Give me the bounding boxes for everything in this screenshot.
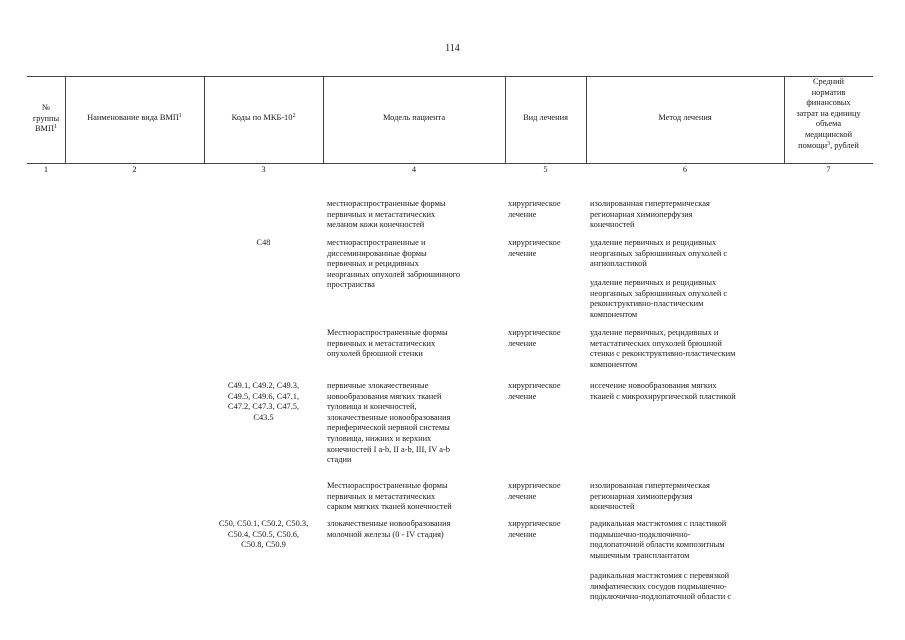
text-line: подлопаточной области композитным <box>590 540 725 550</box>
text-line: лечение <box>508 529 537 539</box>
text-line: пространства <box>327 280 375 290</box>
text-line: тканей с микрохирургической пластикой <box>590 391 736 401</box>
text-line: первичных и метастатических <box>327 491 436 501</box>
header-icd-codes <box>204 113 323 124</box>
text-line: неорганных забрюшинных опухолей с <box>590 248 728 258</box>
text-line: компонентом <box>590 309 638 319</box>
text-line: хирургическое <box>508 328 561 337</box>
text-line: радикальная мастэктомия с пластикой <box>590 519 727 528</box>
text-line: удаление первичных и рецидивных <box>590 278 717 287</box>
header-line: группы <box>32 113 60 123</box>
treatment-method <box>590 571 731 603</box>
text-line: периферической нервной системы <box>327 423 450 433</box>
header-line: № <box>42 103 50 112</box>
treatment-method <box>590 481 710 513</box>
text-line: стенки с реконструктивно-пластическим <box>590 349 736 359</box>
patient-model <box>327 481 452 513</box>
text-line: C47.2, C47.3, C47.5, <box>227 402 300 412</box>
treatment-type <box>508 328 561 349</box>
text-line: удаление первичных, рецидивных и <box>590 328 719 337</box>
text-line: молочной железы (0 - IV стадия) <box>327 529 444 539</box>
column-number: 5 <box>543 165 548 174</box>
header-cost-standard <box>784 77 873 151</box>
text-line: C49.5, C49.6, C47.1, <box>227 391 300 401</box>
treatment-method <box>590 328 735 370</box>
text-line: местнораспространенные и <box>327 238 426 247</box>
text-line: хирургическое <box>508 481 561 490</box>
text-line: первичных и рецидивных <box>327 259 419 269</box>
treatment-type <box>508 519 561 540</box>
text-line: меланом кожи конечностей <box>327 220 425 230</box>
text-line: лечение <box>508 491 537 501</box>
text-line: первичных и метастатических <box>327 209 436 219</box>
treatment-method <box>590 278 727 320</box>
treatment-type <box>508 199 561 220</box>
footnote-mark: 1 <box>54 124 58 131</box>
text-line: лимфатических сосудов подмышечно- <box>590 581 727 591</box>
header-line: затрат на единицу <box>796 108 861 118</box>
treatment-method <box>590 381 736 402</box>
text-line: конечностей <box>590 220 635 230</box>
text-line: диссеминированные формы <box>327 248 427 258</box>
header-line: медицинской <box>804 129 853 139</box>
text-line: радикальная мастэктомия с перевязкой <box>590 571 730 580</box>
text-line: C48 <box>256 238 271 247</box>
text-line: C50.4, C50.5, C50.6, <box>227 529 300 539</box>
patient-model <box>327 328 448 360</box>
text-line: C50.8, C50.9 <box>241 540 286 550</box>
header-vmp-name <box>65 113 204 124</box>
text-line: лечение <box>508 338 537 348</box>
text-line: неорганных опухолей забрюшинного <box>327 269 461 279</box>
column-number: 4 <box>411 165 417 174</box>
text-line: хирургическое <box>508 519 561 528</box>
text-line: регионарная химиоперфузия <box>590 209 693 219</box>
patient-model <box>327 519 450 540</box>
text-line: мышечным трансплантатом <box>590 550 690 560</box>
text-line: первичные злокачественные <box>327 381 429 390</box>
header-bottom-border <box>27 163 873 164</box>
footnote-mark: 1 <box>178 113 182 119</box>
header-top-border <box>27 76 873 77</box>
header-treatment-type: Вид лечения <box>523 113 568 122</box>
text-line: лечение <box>508 391 537 401</box>
text-line: подключично-подлопаточной области с <box>590 592 732 602</box>
patient-model <box>327 381 450 466</box>
column-number: 7 <box>826 165 831 174</box>
text-line: лечение <box>508 248 537 258</box>
text-line: сарком мягких тканей конечностей <box>327 502 452 512</box>
text-line: конечностей <box>590 502 635 512</box>
treatment-type <box>508 238 561 259</box>
text-line: Местнораспространенные формы <box>327 481 448 490</box>
treatment-method <box>590 519 726 561</box>
text-line: опухолей брюшной стенки <box>327 349 423 359</box>
patient-model <box>327 199 446 231</box>
text-line: C49.1, C49.2, C49.3, <box>227 381 300 390</box>
header-line: Средний <box>812 77 845 86</box>
text-line: Местнораспространенные формы <box>327 328 448 337</box>
text-line: злокачественные новообразования <box>327 412 451 422</box>
footnote-mark: 2 <box>292 113 296 119</box>
text-line: новообразования мягких тканей <box>327 391 442 401</box>
patient-model <box>327 238 460 291</box>
text-line: туловища, нижних и верхних <box>327 433 432 443</box>
text-line: хирургическое <box>508 381 561 390</box>
column-number: 3 <box>261 165 266 174</box>
text-line: ангиопластикой <box>590 259 647 269</box>
header-line: Коды по МКБ-10 <box>231 113 293 122</box>
text-line: реконструктивно-пластическим <box>590 299 704 309</box>
text-line: хирургическое <box>508 238 561 247</box>
header-line: ВМП <box>34 124 55 134</box>
text-line: C43.5 <box>253 412 274 422</box>
text-line: изолированная гипертермическая <box>590 481 710 490</box>
text-line: местнораспространенные формы <box>327 199 446 208</box>
treatment-method <box>590 199 710 231</box>
text-line: злокачественные новообразования <box>327 519 451 528</box>
text-line: регионарная химиоперфузия <box>590 491 693 501</box>
page-number: 114 <box>445 43 460 54</box>
treatment-type <box>508 481 561 502</box>
icd-codes <box>204 381 323 423</box>
header-patient-model: Модель пациента <box>382 113 446 122</box>
header-treatment-method: Метод лечения <box>658 113 712 122</box>
footnote-mark: 3 <box>827 140 831 147</box>
column-number: 1 <box>43 165 49 174</box>
text-line: конечностей I a-b, II a-b, III, IV a-b <box>327 444 450 454</box>
column-number: 2 <box>132 165 137 174</box>
treatment-method <box>590 238 727 270</box>
header-line: финансовых <box>806 98 851 108</box>
header-line: , рублей <box>830 140 859 150</box>
treatment-type <box>508 381 561 402</box>
text-line: компонентом <box>590 359 638 369</box>
text-line: C50, C50.1, C50.2, C50.3, <box>218 519 309 528</box>
header-line: объема <box>815 119 842 129</box>
header-line: Наименование вида ВМП <box>87 113 179 122</box>
text-line: первичных и метастатических <box>327 338 436 348</box>
text-line: лечение <box>508 209 537 219</box>
text-line: удаление первичных и рецидивных <box>590 238 717 247</box>
text-line: иссечение новообразования мягких <box>590 381 717 390</box>
icd-codes <box>204 238 323 249</box>
text-line: неорганных забрюшинных опухолей с <box>590 288 728 298</box>
text-line: туловища и конечностей, <box>327 402 417 412</box>
icd-codes <box>204 519 323 551</box>
column-number: 6 <box>682 165 688 174</box>
header-line: помощи <box>798 140 828 150</box>
text-line: изолированная гипертермическая <box>590 199 710 208</box>
header-group-number <box>27 103 65 135</box>
header-line: норматив <box>811 87 846 97</box>
text-line: метастатических опухолей брюшной <box>590 338 722 348</box>
text-line: хирургическое <box>508 199 561 208</box>
text-line: стадии <box>327 455 352 465</box>
text-line: подмышечно-подключично- <box>590 529 691 539</box>
